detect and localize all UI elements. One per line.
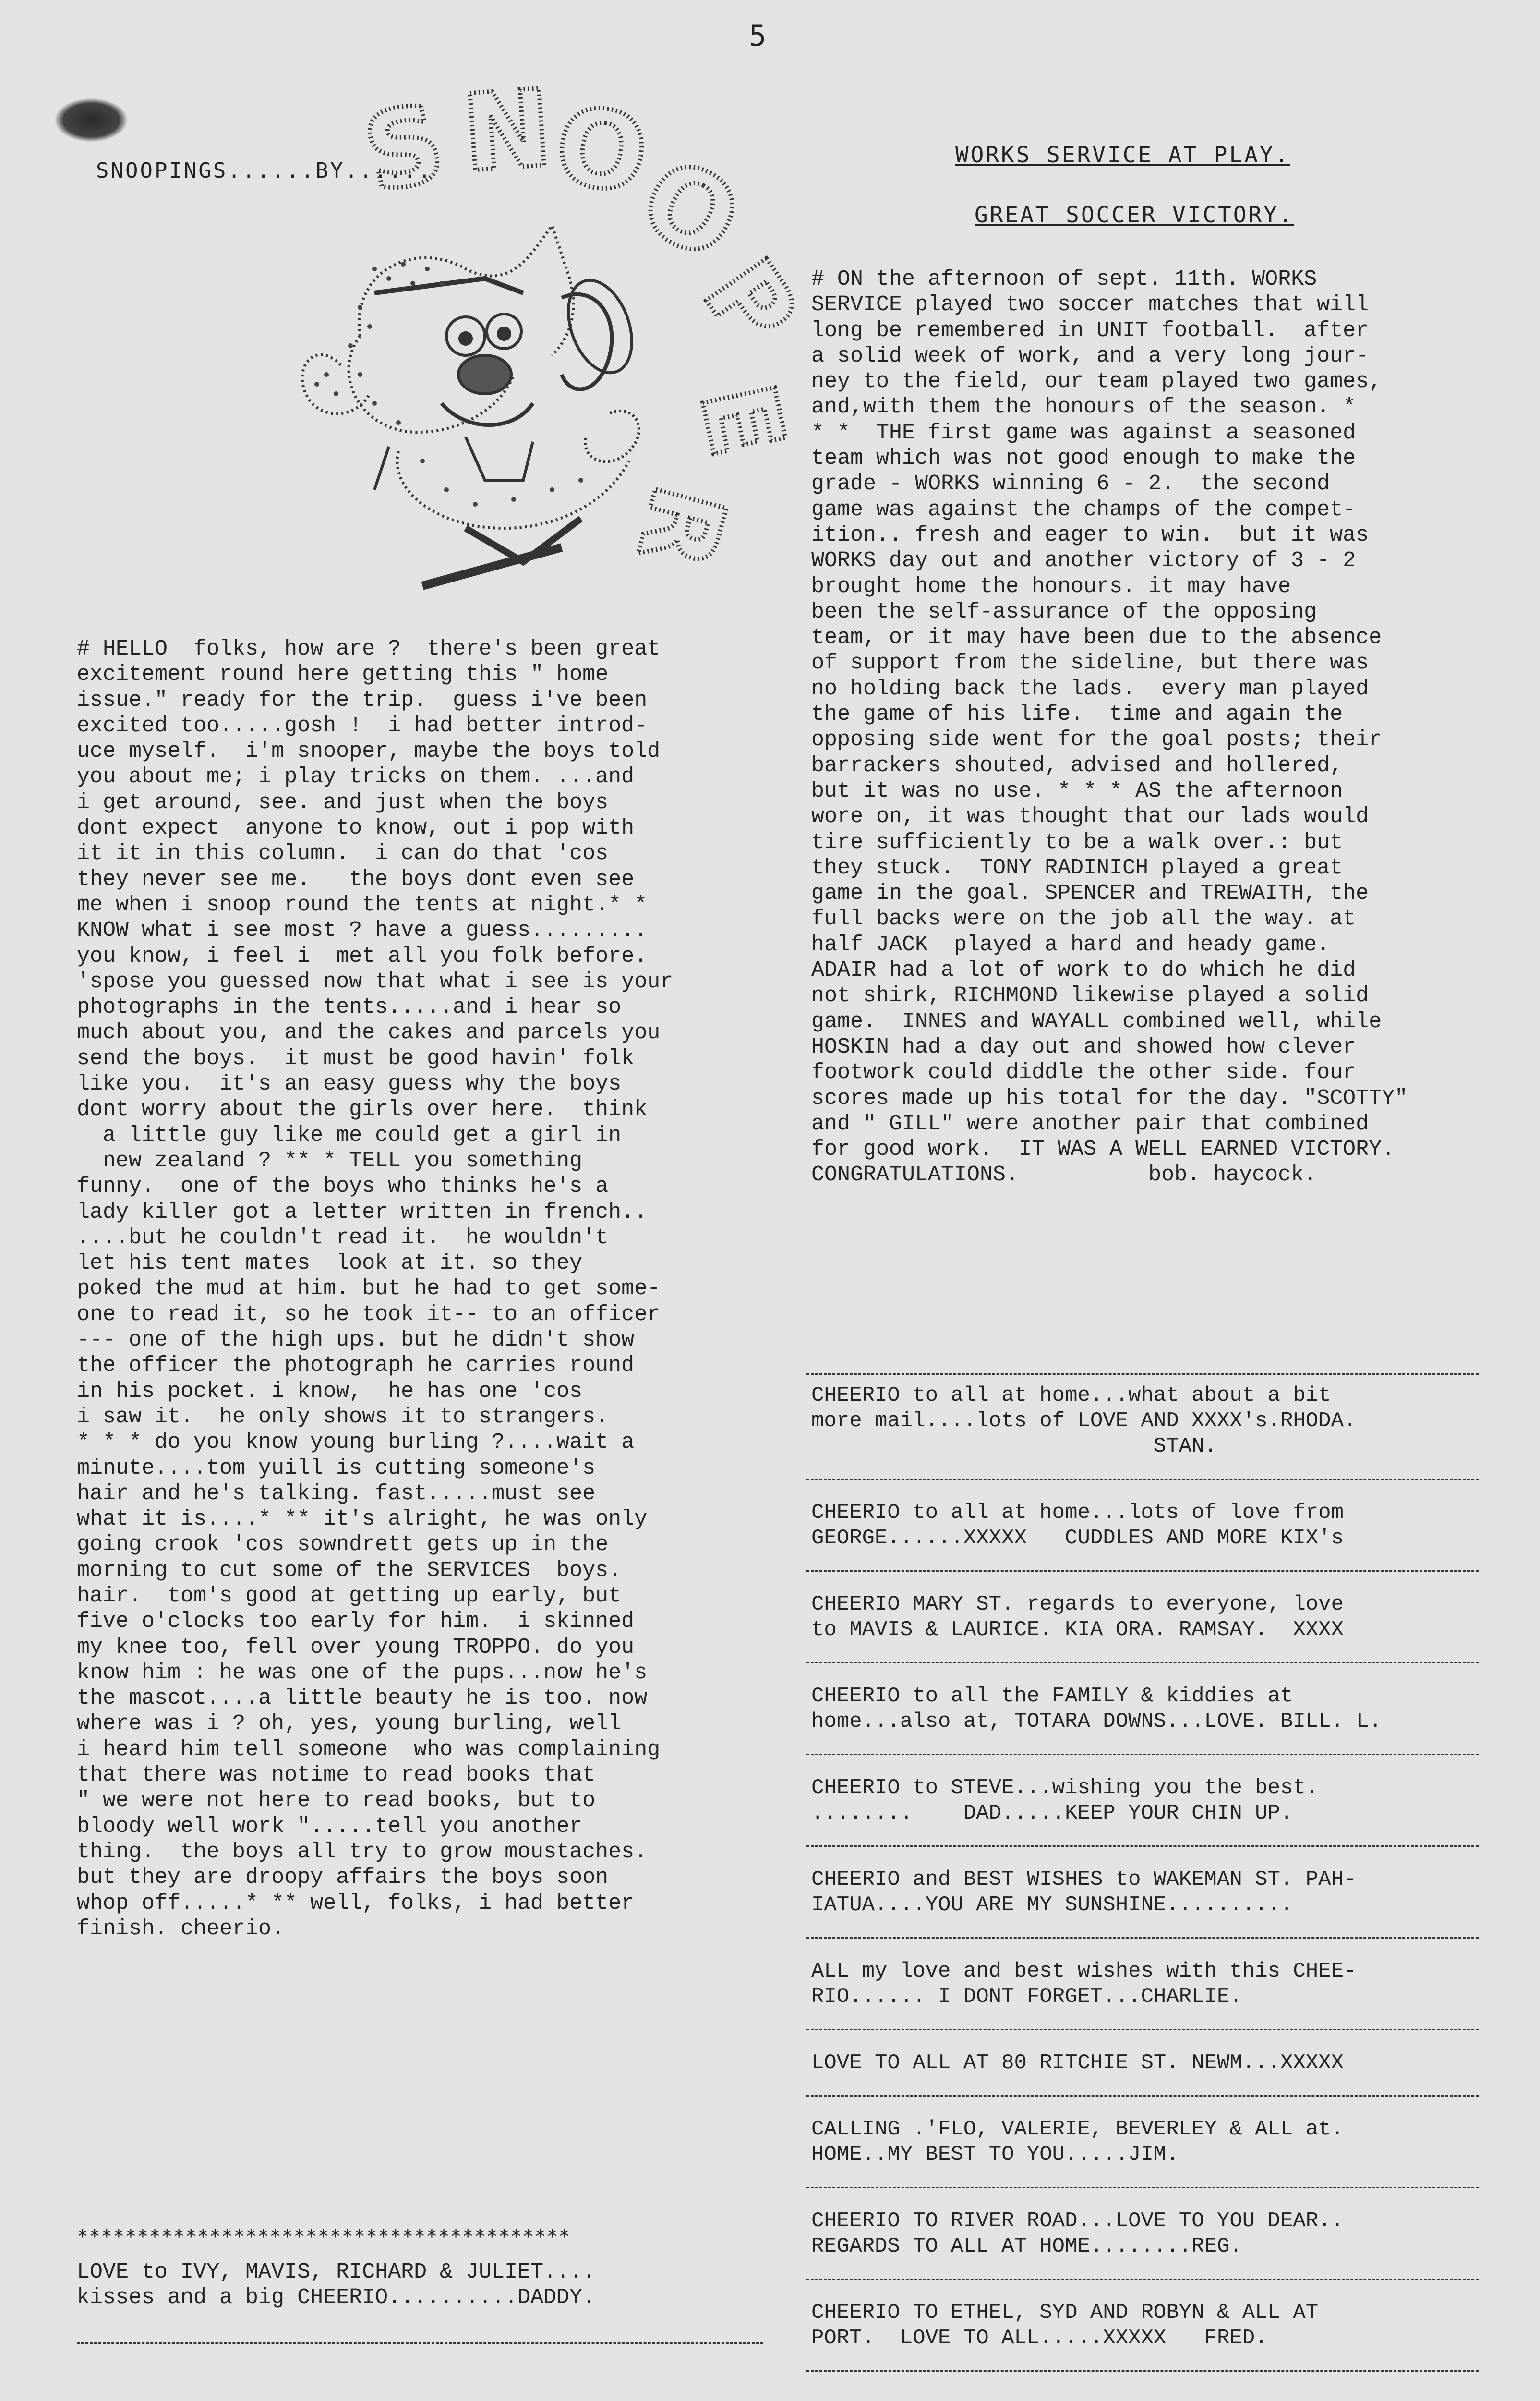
text-line: hair and he's talking. fast.....must see [77, 1481, 596, 1506]
text-line: new zealand ? ** * TELL you something [77, 1148, 583, 1173]
text-line: hair. tom's good at getting up early, but [77, 1583, 622, 1608]
text-line: wore on, it was thought that our lads would [811, 804, 1369, 829]
text-line: let his tent mates look at it. so they [77, 1251, 583, 1276]
text-line: minute....tom yuill is cutting someone's [77, 1455, 596, 1480]
dashed-divider [806, 1937, 1479, 1939]
dashed-divider [806, 2187, 1479, 2188]
text-line: ALL my love and best wishes with this CHEE- [811, 1959, 1357, 1983]
text-line: my knee too, fell over young TROPPO. do you [77, 1635, 635, 1660]
text-line: " we were not here to read books, but to [77, 1788, 596, 1813]
text-line: and " GILL" were another pair that combined [811, 1111, 1369, 1136]
text-line: i get around, see. and just when the boys [77, 790, 609, 815]
text-line: they never see me. the boys dont even see [77, 867, 635, 892]
svg-text:O: O [622, 134, 759, 285]
text-line: lady killer got a letter written in french.. [77, 1200, 648, 1225]
text-line: HOSKIN had a day out and showed how clever [811, 1034, 1356, 1059]
text-line: HOME..MY BEST TO YOU.....JIM. [811, 2143, 1179, 2167]
snooper-masthead-lettering [354, 67, 820, 580]
text-line: i heard him tell someone who was complaining [77, 1737, 661, 1762]
text-line: dont expect anyone to know, out i pop with [77, 816, 635, 841]
text-line: CHEERIO to all at home...what about a bit [811, 1383, 1331, 1407]
text-line: ition.. fresh and eager to win. but it was [811, 522, 1369, 547]
cheerio-message [811, 1592, 1344, 1643]
page-number: 5 [749, 19, 767, 53]
text-line: WORKS day out and another victory of 3 - 2 [811, 548, 1356, 573]
text-line: GEORGE......XXXXX CUDDLES AND MORE KIX's [811, 1526, 1344, 1550]
text-line: but they are droopy affairs the boys soon [77, 1865, 609, 1890]
article-title: WORKS SERVICE AT PLAY. [955, 142, 1290, 168]
cheerio-message [811, 1684, 1382, 1734]
dashed-divider [806, 1662, 1479, 1663]
text-line: # ON the afternoon of sept. 11th. WORKS [811, 267, 1317, 291]
text-line: poked the mud at him. but he had to get some- [77, 1276, 661, 1301]
text-line: a little guy like me could get a girl in [77, 1123, 622, 1148]
text-line: CHEERIO to all the FAMILY & kiddies at [811, 1684, 1293, 1708]
svg-text:P: P [681, 239, 820, 367]
text-line: in his pocket. i know, he has one 'cos [77, 1379, 583, 1404]
text-line: no holding back the lads. every man played [811, 676, 1369, 701]
text-line: one to read it, so he took it-- to an officer [77, 1302, 661, 1327]
text-line: send the boys. it must be good havin' folk [77, 1046, 635, 1071]
text-line: SERVICE played two soccer matches that will [811, 292, 1369, 317]
text-line: ney to the field, our team played two games, [811, 369, 1382, 394]
text-line: been the self-assurance of the opposing [811, 599, 1317, 624]
text-line: team which was not good enough to make the [811, 446, 1356, 471]
dashed-divider [806, 1479, 1479, 1480]
text-line: funny. one of the boys who thinks he's a [77, 1174, 609, 1199]
text-line: what it is....* ** it's alright, he was only [77, 1507, 648, 1532]
svg-text:O: O [548, 83, 655, 218]
text-line: going crook 'cos sowndrett gets up in the [77, 1532, 609, 1557]
star-separator: ***************************************** [77, 2226, 571, 2248]
text-line: CHEERIO and BEST WISHES to WAKEMAN ST. PAH- [811, 1867, 1357, 1892]
text-line: the game of his life. time and again the [811, 702, 1343, 727]
text-line: long be remembered in UNIT football. after [811, 318, 1369, 343]
text-line: game was against the champs of the compet- [811, 497, 1356, 522]
dashed-divider [806, 2370, 1479, 2372]
dashed-divider [77, 2342, 763, 2344]
text-line: like you. it's an easy guess why the boys [77, 1072, 622, 1097]
text-line: the mascot....a little beauty he is too. now [77, 1686, 648, 1711]
text-line: full backs were on the job all the way. at [811, 907, 1356, 932]
text-line: game in the goal. SPENCER and TREWAITH, the [811, 881, 1369, 906]
cheerio-message [811, 1867, 1356, 1918]
text-line: and,with them the honours of the season. * [811, 395, 1356, 420]
text-line: IATUA....YOU ARE MY SUNSHINE.......... [811, 1893, 1293, 1917]
text-line: but it was no use. * * * AS the afternoon [811, 778, 1343, 803]
text-line: it it in this column. i can do that 'cos [77, 841, 609, 866]
snooper-cartoon-illustration [216, 66, 820, 610]
text-line: know him : he was one of the pups...now he's [77, 1660, 648, 1685]
text-line: issue." ready for the trip. guess i've been [77, 688, 648, 713]
text-line: CHEERIO to all at home...lots of love from [811, 1501, 1344, 1525]
text-line: half JACK played a hard and heady game. [811, 932, 1330, 957]
text-line: of support from the sideline, but there was [811, 651, 1369, 676]
text-line: # HELLO folks, how are ? there's been great [77, 637, 661, 661]
text-line: tire sufficiently to be a walk over.: but [811, 830, 1343, 855]
text-line: the officer the photograph he carries round [77, 1353, 635, 1378]
text-line: REGARDS TO ALL AT HOME........REG. [811, 2234, 1242, 2258]
cheerio-message [811, 2300, 1318, 2351]
text-line: scores made up his total for the day. "SCOTTY" [811, 1086, 1408, 1111]
soccer-article-body [811, 267, 1408, 1188]
ink-blot [55, 98, 127, 142]
text-line: that there was notime to read books that [77, 1763, 596, 1788]
dashed-divider [806, 2279, 1479, 2280]
text-line: to MAVIS & LAURICE. KIA ORA. RAMSAY. XXXX [811, 1618, 1344, 1642]
text-line: excitement round here getting this " home [77, 662, 609, 687]
text-line: they stuck. TONY RADINICH played a great [811, 855, 1343, 880]
text-line: brought home the honours. it may have [811, 574, 1291, 599]
dashed-divider [806, 1570, 1479, 1572]
text-line: i saw it. he only shows it to strangers. [77, 1404, 609, 1429]
text-line: photographs in the tents.....and i hear so [77, 995, 622, 1020]
article-subtitle: GREAT SOCCER VICTORY. [975, 202, 1294, 228]
svg-text:E: E [677, 374, 807, 466]
text-line: footwork could diddle the other side. four [811, 1060, 1356, 1085]
dashed-divider [806, 1373, 1479, 1375]
cheerio-message [811, 2117, 1344, 2168]
text-line: not shirk, RICHMOND likewise played a solid [811, 983, 1369, 1008]
cheerio-message [811, 1500, 1344, 1551]
text-line: RIO...... I DONT FORGET...CHARLIE. [811, 1985, 1242, 2009]
text-line: --- one of the high ups. but he didn't show [77, 1328, 635, 1353]
svg-text:N: N [458, 66, 556, 195]
text-line: ....but he couldn't read it. he wouldn't [77, 1225, 609, 1250]
text-line: more mail....lots of LOVE AND XXXX's.RHODA. [811, 1409, 1357, 1433]
text-line: uce myself. i'm snooper, maybe the boys told [77, 739, 661, 764]
dashed-divider [806, 1845, 1479, 1847]
text-line: PORT. LOVE TO ALL.....XXXXX FRED. [811, 2326, 1268, 2350]
text-line: dont worry about the girls over here. think [77, 1097, 648, 1122]
dashed-divider [806, 2095, 1479, 2097]
text-line: * * * do you know young burling ?....wait a [77, 1430, 635, 1455]
column-header: SNOOPINGS......BY...... [96, 158, 433, 183]
text-line: five o'clocks too early for him. i skinned [77, 1609, 635, 1634]
text-line: CALLING .'FLO, VALERIE, BEVERLEY & ALL at. [811, 2117, 1344, 2141]
text-line: STAN. [811, 1434, 1217, 1458]
text-line: thing. the boys all try to grow moustaches. [77, 1839, 648, 1864]
dashed-divider [806, 1754, 1479, 1755]
cheerio-message [811, 2050, 1344, 2076]
text-line: me when i snoop round the tents at night.* * [77, 892, 648, 917]
text-line: CHEERIO MARY ST. regards to everyone, love [811, 1592, 1344, 1616]
svg-text:S: S [354, 80, 454, 217]
dashed-divider [806, 2029, 1479, 2030]
text-line: where was i ? oh, yes, young burling, well [77, 1711, 622, 1736]
text-line: team, or it may have been due to the absence [811, 625, 1382, 650]
cheerio-message [811, 1959, 1356, 2010]
cheerio-message [811, 2208, 1344, 2259]
text-line: excited too.....gosh ! i had better introd- [77, 713, 648, 738]
text-line: grade - WORKS winning 6 - 2. the second [811, 472, 1330, 497]
svg-text:R: R [614, 474, 748, 580]
snooper-column-body [77, 636, 673, 1941]
text-line: home...also at, TOTARA DOWNS...LOVE. BILL. L. [811, 1710, 1382, 1734]
cheerio-message [811, 1383, 1356, 1459]
text-line: bloody well work ".....tell you another [77, 1814, 583, 1839]
cheerio-message [811, 1775, 1318, 1826]
text-line: * * THE first game was against a seasoned [811, 420, 1356, 445]
text-line: ........ DAD.....KEEP YOUR CHIN UP. [811, 1801, 1293, 1825]
text-line: opposing side went for the goal posts; their [811, 728, 1382, 752]
text-line: CONGRATULATIONS. bob. haycock. [811, 1163, 1317, 1188]
text-line: ADAIR had a lot of work to do which he did [811, 958, 1356, 983]
left-closing-message [77, 2259, 595, 2311]
text-line: morning to cut some of the SERVICES boys. [77, 1558, 622, 1583]
text-line: for good work. IT WAS A WELL EARNED VICTORY. [811, 1137, 1395, 1162]
text-line: a solid week of work, and a very long jour- [811, 343, 1369, 368]
text-line: LOVE TO ALL AT 80 RITCHIE ST. NEWM...XXXXX [811, 2051, 1344, 2075]
text-line: CHEERIO to STEVE...wishing you the best. [811, 1776, 1319, 1800]
text-line: game. INNES and WAYALL combined well, while [811, 1009, 1382, 1034]
text-line: you know, i feel i met all you folk before. [77, 944, 648, 969]
text-line: much about you, and the cakes and parcels you [77, 1020, 661, 1045]
text-line: kisses and a big CHEERIO..........DADDY. [77, 2285, 596, 2310]
text-line: you about me; i play tricks on them. ...and [77, 764, 635, 789]
text-line: barrackers shouted, advised and hollered, [811, 753, 1343, 778]
text-line: 'spose you guessed now that what i see is your [77, 969, 674, 994]
text-line: LOVE to IVY, MAVIS, RICHARD & JULIET.... [77, 2260, 596, 2284]
text-line: CHEERIO TO ETHEL, SYD AND ROBYN & ALL AT [811, 2301, 1319, 2325]
text-line: whop off.....* ** well, folks, i had better [77, 1891, 635, 1916]
text-line: KNOW what i see most ? have a guess......... [77, 918, 648, 943]
text-line: finish. cheerio. [77, 1916, 285, 1941]
text-line: CHEERIO TO RIVER ROAD...LOVE TO YOU DEAR.. [811, 2209, 1344, 2233]
